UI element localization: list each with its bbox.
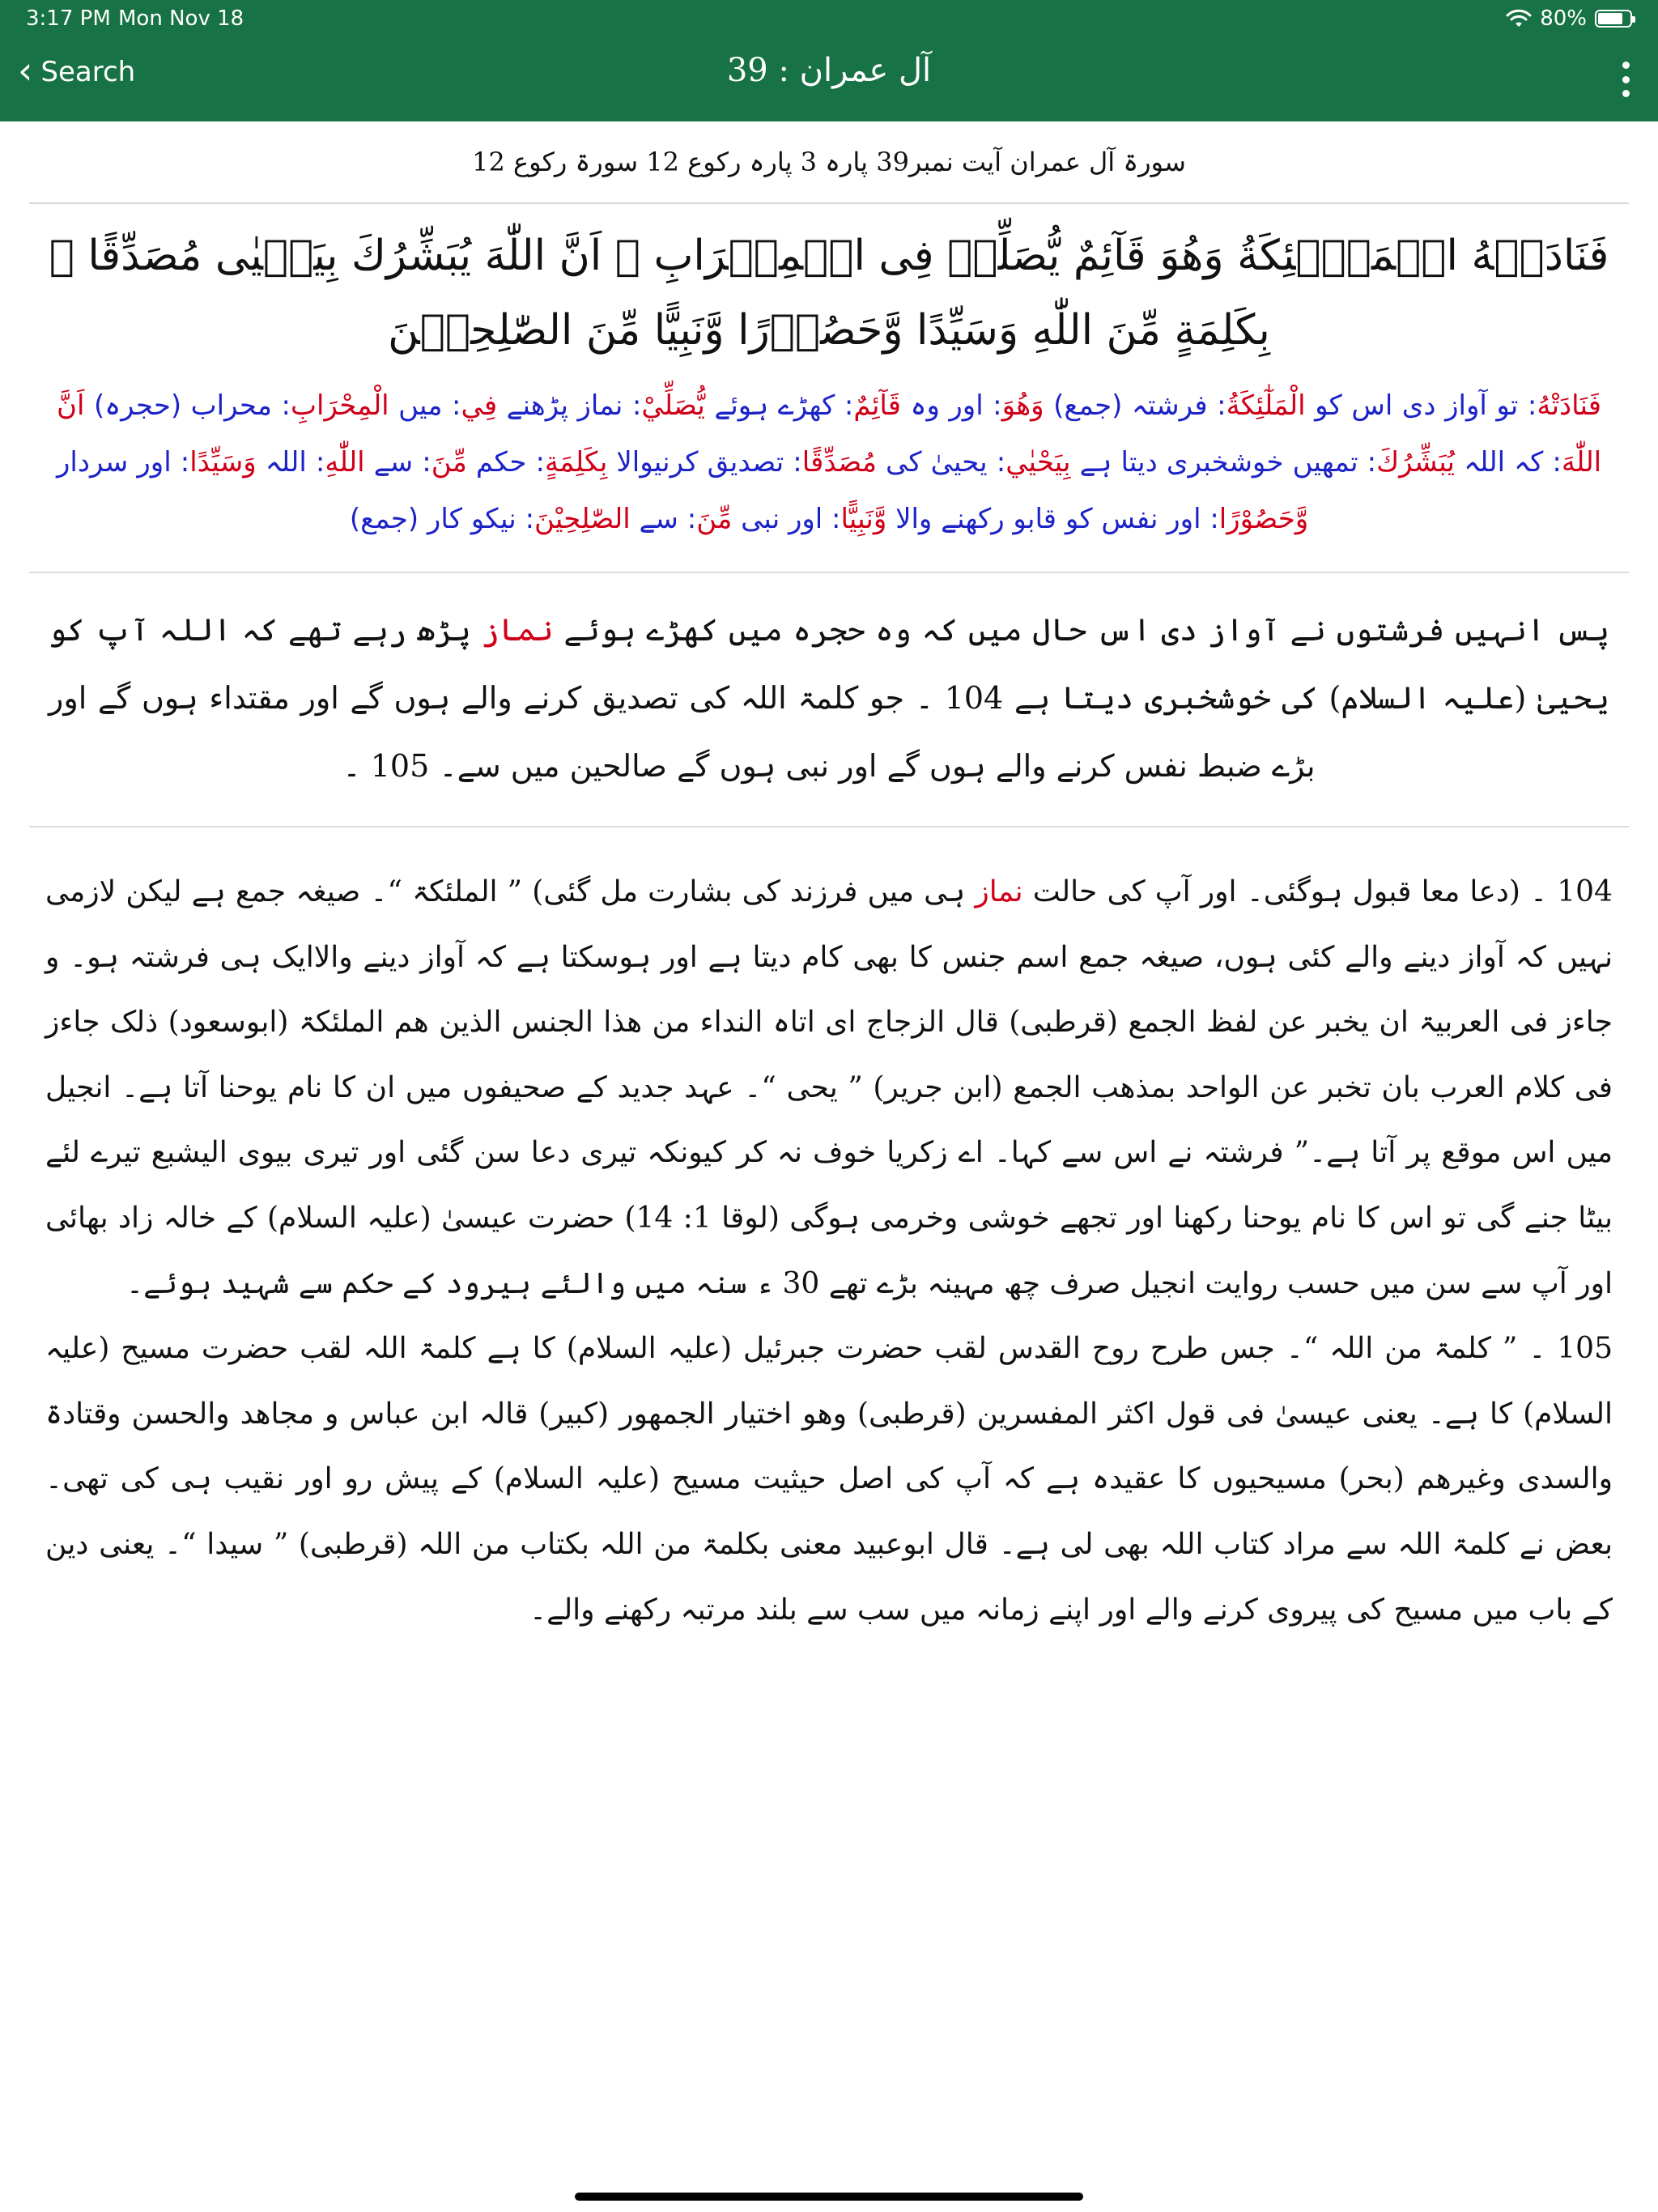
wbw-meaning: تصدیق کرنیوالا [616, 446, 784, 479]
wbw-word: مِّنَ [696, 503, 733, 535]
commentary-text: 104 ۔ (دعا معا قبول ہوگئی۔ اور آپ کی حالت [1032, 875, 1613, 908]
wbw-separator: : [1543, 446, 1562, 479]
tafseer-commentary [0, 827, 1658, 1904]
status-right [1506, 6, 1632, 31]
wbw-separator: : [983, 389, 1002, 422]
wbw-separator: : [171, 446, 190, 479]
home-indicator[interactable] [575, 2193, 1083, 2201]
ayah-arabic-text: فَنَادَتۡهُ الۡمَلٰۤئِكَةُ وَهُوَ قَآئِمٌ يُّصَلِّىۡ فِى الۡمِحۡرَابِ ۙ اَنَّ اللّٰهَ يُبَشِّرُكَ بِيَحۡيٰى مُصَدِّقًا ۢ بِكَلِمَةٍ مِّنَ اللّٰهِ وَسَيِّدًا وَّحَصُوۡرًا وَّنَبِيًّا مِّنَ الصّٰلِحِيۡنَ [49, 232, 1609, 355]
wbw-meaning: اور وہ [910, 389, 984, 422]
wbw-word: الصّٰلِحِيْنَ [534, 503, 631, 535]
wbw-word: الْمَلٰٓئِكَةُ [1226, 389, 1306, 422]
wbw-word: فَنَادَتْهُ [1537, 389, 1602, 422]
wbw-meaning: نماز پڑھنے [506, 389, 623, 422]
wifi-icon [1506, 9, 1532, 28]
wbw-separator: : [623, 389, 642, 422]
wbw-word: اَنَّ اللّٰهَ [57, 389, 1602, 479]
urdu-translation [0, 573, 1658, 826]
wbw-meaning: محراب (حجرہ) [93, 389, 273, 422]
battery-percent: 80% [1540, 6, 1587, 31]
wbw-word: يُبَشِّرُكَ [1376, 446, 1455, 479]
commentary-highlight: نماز [975, 875, 1023, 908]
wbw-word: مِّنَ [431, 446, 467, 479]
commentary-text: ہی میں فرزند کی بشارت مل گئی) ” الملئکۃ “۔ صیغہ جمع ہے لیکن لازمی نہیں کہ آواز دینے والے کئی ہوں، صیغہ جمع اسم جنس کا بھی کام دیتا ہے اور ہوسکتا ہے کہ آواز دینے والاایک ہی فرشتہ ہو۔ و جاءز فی العربیۃ ان یخبر عن لفظ الجمع (قرطبی) قال الزجاج ای اتاہ النداء من ھذا الجنس الذین ھم الملئکۃ (ابوسعود) ذلک جاءز فی کلام العرب بان تخبر عن الواحد بمذھب الجمع (ابن جریر) ” یحی “۔ عہد جدید کے صحیفوں میں ان کا نام یوحنا آتا ہے۔ انجیل میں اس موقع پر آتا ہے۔” فرشتہ نے اس سے کہا۔ اے زکریا خوف نہ کر کیونکہ تیری دعا سن گئی اور تیری بیوی الیشبع تیرے لئے بیٹا جنے گی تو اس کا نام یوحنا رکھنا اور تجھے خوشی وخرمی ہوگی (لوقا 1: 14) حضرت عیسیٰ (علیہ السلام) کے خالہ زاد بھائی اور آپ سے سن میں حسب روایت انجیل صرف چھ مہینہ بڑے تھے 30 ء سنہ میں والئے ہیرود کے حکم سے شہید ہوئے۔ [45, 875, 1613, 1300]
wbw-word: وَهُوَ [1001, 389, 1044, 422]
wbw-separator: : [306, 446, 325, 479]
translation-text: پڑھ رہے تھے کہ اللہ آپ کو یحییٰ (علیہ السلام) کی خوشخبری دیتا ہے 104 ۔ جو کلمۃ اللہ کی تصدیق کرنے والے ہوں گے اور مقتداء ہوں گے اور بڑے ضبط نفس کرنے والے ہوں گے اور نبی ہوں گے صالحین میں سے۔ 105 ۔ [49, 612, 1609, 784]
wbw-separator: : [442, 389, 461, 422]
wbw-word: مُصَدِّقًا [801, 446, 877, 479]
wbw-separator: : [678, 503, 697, 535]
wbw-separator: : [1201, 503, 1219, 535]
wbw-word: بِيَحْيٰي [1005, 446, 1071, 479]
wbw-separator: : [823, 503, 841, 535]
word-by-word-translation [0, 371, 1658, 572]
wbw-word: بِكَلِمَةٍ [544, 446, 608, 479]
commentary-text: 105 ۔ ” کلمۃ من اللہ “۔ جس طرح روح القدس لقب حضرت جبرئیل (علیہ السلام) کا ہے کلمۃ اللہ لقب حضرت مسیح (علیہ السلام) کا ہے۔ یعنی عیسیٰ فی قول اکثر المفسرین (قرطبی) وھو اختیار الجمھور (کبیر) قالہ ابن عباس و مجاھد والحسن وقتادۃ والسدی وغیرھم (بحر) مسیحیوں کا عقیدہ ہے کہ آپ کی اصل حیثیت مسیح (علیہ السلام) کے پیش رو اور نقیب ہی کی تھی۔ بعض نے کلمۃ اللہ سے مراد کتاب اللہ بھی لی ہے۔ قال ابوعبید معنی بکلمۃ من اللہ بکتاب من اللہ (قرطبی) ” سیدا “۔ یعنی دین کے باب میں مسیح کی پیروی کرنے والے اور اپنے زمانہ میں سب سے بلند مرتبہ رکھنے والے۔ [45, 1332, 1613, 1627]
wbw-word: وَسَيِّدًا [189, 446, 257, 479]
wbw-word: وَّنَبِيًّا [840, 503, 887, 535]
status-bar [0, 0, 1658, 37]
wbw-separator: : [1518, 389, 1537, 422]
back-label: Search [40, 56, 136, 88]
wbw-meaning: کہ اللہ [1464, 446, 1544, 479]
wbw-word: وَّحَصُوْرًا [1218, 503, 1309, 535]
wbw-word: اللّٰهِ [325, 446, 365, 479]
wbw-word: فِي [461, 389, 498, 422]
more-options-icon[interactable] [1621, 62, 1630, 97]
wbw-separator: : [1358, 446, 1377, 479]
wbw-meaning: نیکو کار (جمع) [349, 503, 517, 535]
translation-highlight: نماز [481, 612, 554, 648]
navigation-bar [0, 37, 1658, 121]
wbw-meaning: یحییٰ کی [886, 446, 988, 479]
chevron-left-icon: ‹ [18, 49, 33, 92]
wbw-meaning: کھڑے ہوئے [714, 389, 835, 422]
wbw-separator: : [1207, 389, 1226, 422]
wbw-meaning: تو آواز دی اس کو [1315, 389, 1519, 422]
wbw-separator: : [784, 446, 802, 479]
wbw-meaning: سے [373, 446, 414, 479]
wbw-word: الْمِحْرَابِ [291, 389, 389, 422]
wbw-meaning: اور سردار [57, 446, 172, 479]
wbw-meaning: سے [639, 503, 678, 535]
wbw-meaning: اللہ [265, 446, 307, 479]
ayah-reference: سورۃ آل عمران آیت نمبر39 پارہ 3 پارہ رکوع 12 سورۃ رکوع 12 [472, 147, 1186, 177]
page-title: آل عمران : 39 [726, 52, 932, 89]
wbw-meaning: فرشتہ (جمع) [1053, 389, 1208, 422]
status-time: 3:17 PM [26, 6, 111, 31]
wbw-separator: : [987, 446, 1006, 479]
status-date: Mon Nov 18 [118, 6, 244, 31]
wbw-separator: : [526, 446, 545, 479]
battery-icon [1595, 10, 1632, 28]
wbw-word: يُّصَلِّيْ [641, 389, 705, 422]
translation-text: پس انہیں فرشتوں نے آواز دی اس حال میں کہ وہ حجرہ میں کھڑے ہوئے [563, 612, 1609, 648]
wbw-separator: : [413, 446, 432, 479]
wbw-meaning: اور نبی [741, 503, 823, 535]
wbw-separator: : [835, 389, 854, 422]
wbw-meaning: تمھیں خوشخبری دیتا ہے [1079, 446, 1358, 479]
wbw-separator: : [516, 503, 535, 535]
wbw-meaning: میں [398, 389, 443, 422]
wbw-separator: : [272, 389, 291, 422]
wbw-meaning: اور نفس کو قابو رکھنے والا [895, 503, 1201, 535]
wbw-meaning: حکم [475, 446, 527, 479]
top-bar [0, 0, 1658, 121]
wbw-word: قَآئِمٌ [853, 389, 902, 422]
